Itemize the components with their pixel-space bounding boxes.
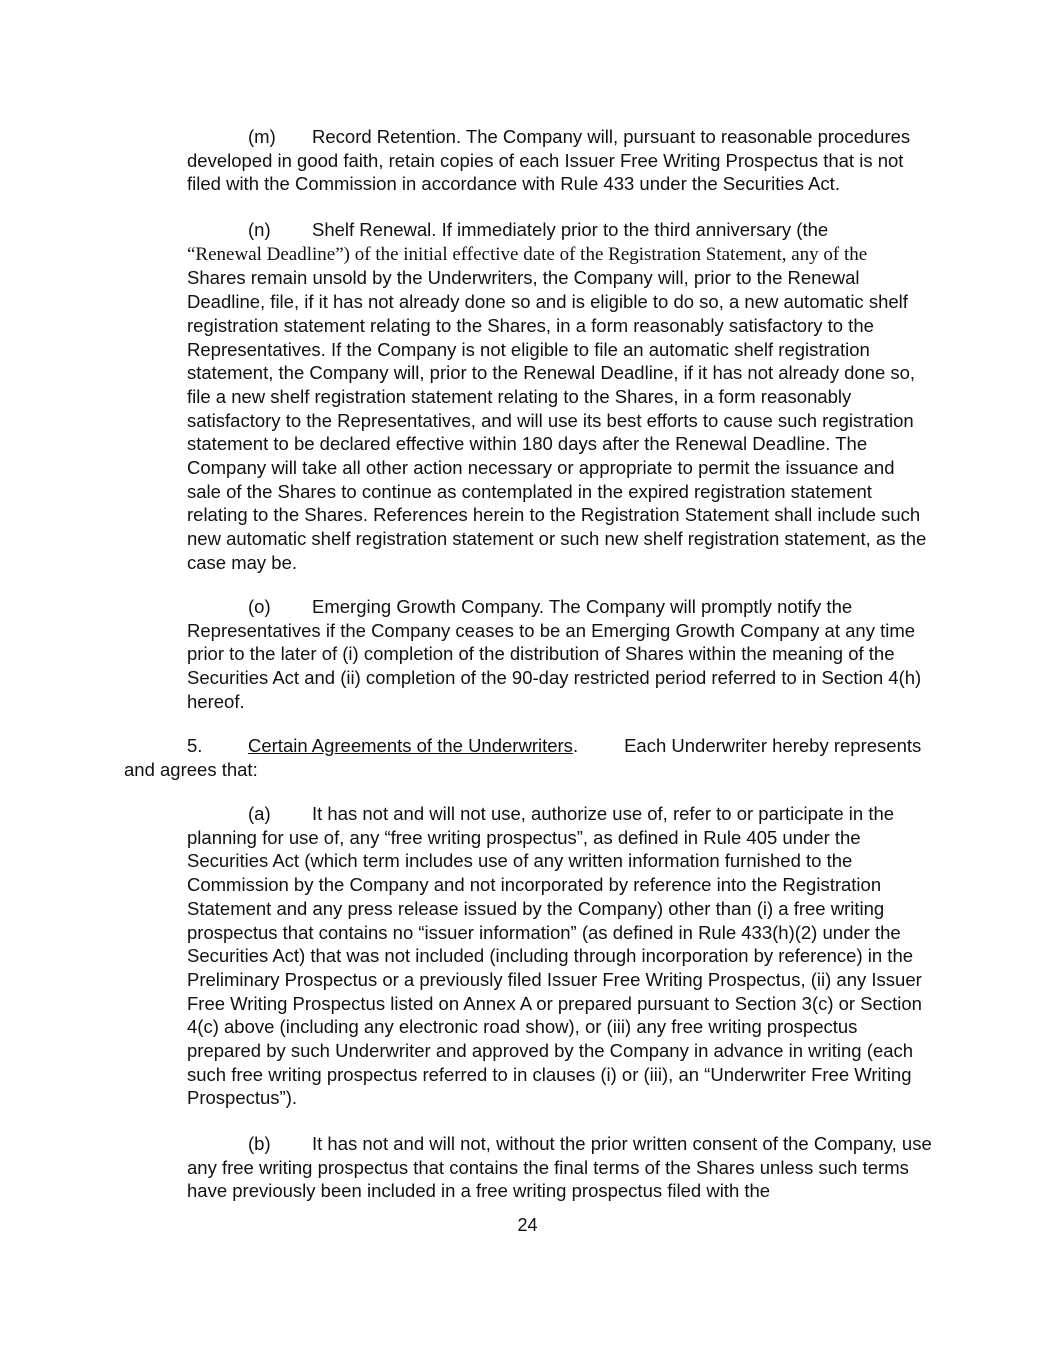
paragraph-n-serif-line: “Renewal Deadline”) of the initial effective date of the Registration Statement, any of the — [187, 243, 868, 265]
paragraph-m-number: (m) — [248, 126, 276, 147]
paragraph-b-text: It has not and will not, without the prior written consent of the Company, use any free writing prospectus that contains the final terms of the Shares unless such terms have previously been included in a free writing prospectus filed with the — [187, 1133, 932, 1202]
paragraph-m-text: Record Retention. The Company will, pursuant to reasonable procedures developed in good faith, retain copies of each Issuer Free Writing Prospectus that is not filed with the Commission in accordance with Rule 433 under the Securities Act. — [187, 126, 911, 195]
section-5-title: Certain Agreements of the Underwriters — [248, 735, 573, 756]
paragraph-b — [187, 1132, 932, 1203]
page-number: 24 — [517, 1215, 538, 1235]
section-5-period: . — [572, 735, 579, 756]
paragraph-a — [187, 802, 932, 1110]
paragraph-a-number: (a) — [248, 803, 271, 824]
section-5-heading — [124, 734, 932, 781]
paragraph-n-number: (n) — [248, 219, 271, 240]
section-5-lead: Each Underwriter hereby represents — [624, 735, 922, 756]
paragraph-o-number: (o) — [248, 596, 271, 617]
section-5-rest: and agrees that: — [124, 758, 258, 780]
section-5-number: 5. — [187, 735, 203, 756]
paragraph-n-text: Shares remain unsold by the Underwriters, the Company will, prior to the Renewal Deadline, file, if it has not already done so and is eligible to do so, a new automatic shelf registration statement relating to the Shares, in a form reasonably satisfactory to the Representatives. If the Company is not eligible to file an automatic shelf registration statement, the Company will, prior to the Renewal Deadline, if it has not already done so, file a new shelf registration statement relating to the Shares, in a form reasonably satisfactory to the Representatives, and will use its best efforts to cause such registration statement to be declared effective within 180 days after the Renewal Deadline. The Company will take all other action necessary or appropriate to permit the issuance and sale of the Shares to continue as contemplated in the expired registration statement relating to the Shares. References herein to the Registration Statement shall include such new automatic shelf registration statement or such new shelf registration statement, as the case may be. — [187, 267, 927, 573]
paragraph-b-number: (b) — [248, 1133, 271, 1154]
paragraph-o-text: Emerging Growth Company. The Company will promptly notify the Representatives if the Company ceases to be an Emerging Growth Company at any time prior to the later of (i) completion of the distribution of Shares within the meaning of the Securities Act and (ii) completion of the 90-day restricted period referred to in Section 4(h) hereof. — [187, 596, 922, 712]
paragraph-n-lead: Shelf Renewal. If immediately prior to the third anniversary (the — [312, 219, 829, 240]
paragraph-m — [187, 125, 932, 196]
paragraph-o — [187, 595, 932, 714]
paragraph-n — [187, 218, 932, 575]
paragraph-a-text: It has not and will not use, authorize use of, refer to or participate in the planning for use of, any “free writing prospectus”, as defined in Rule 405 under the Securities Act (which term includes use of any written information furnished to the Commission by the Company and not incorporated by reference into the Registration Statement and any press release issued by the Company) other than (i) a free writing prospectus that contains no “issuer information” (as defined in Rule 433(h)(2) under the Securities Act) that was not included (including through incorporation by reference) in the Preliminary Prospectus or a previously filed Issuer Free Writing Prospectus, (ii) any Issuer Free Writing Prospectus listed on Annex A or prepared pursuant to Section 3(c) or Section 4(c) above (including any electronic road show), or (iii) any free writing prospectus prepared by such Underwriter and approved by the Company in advance in writing (each such free writing prospectus referred to in clauses (i) or (iii), an “Underwriter Free Writing Prospectus”). — [187, 803, 922, 1109]
